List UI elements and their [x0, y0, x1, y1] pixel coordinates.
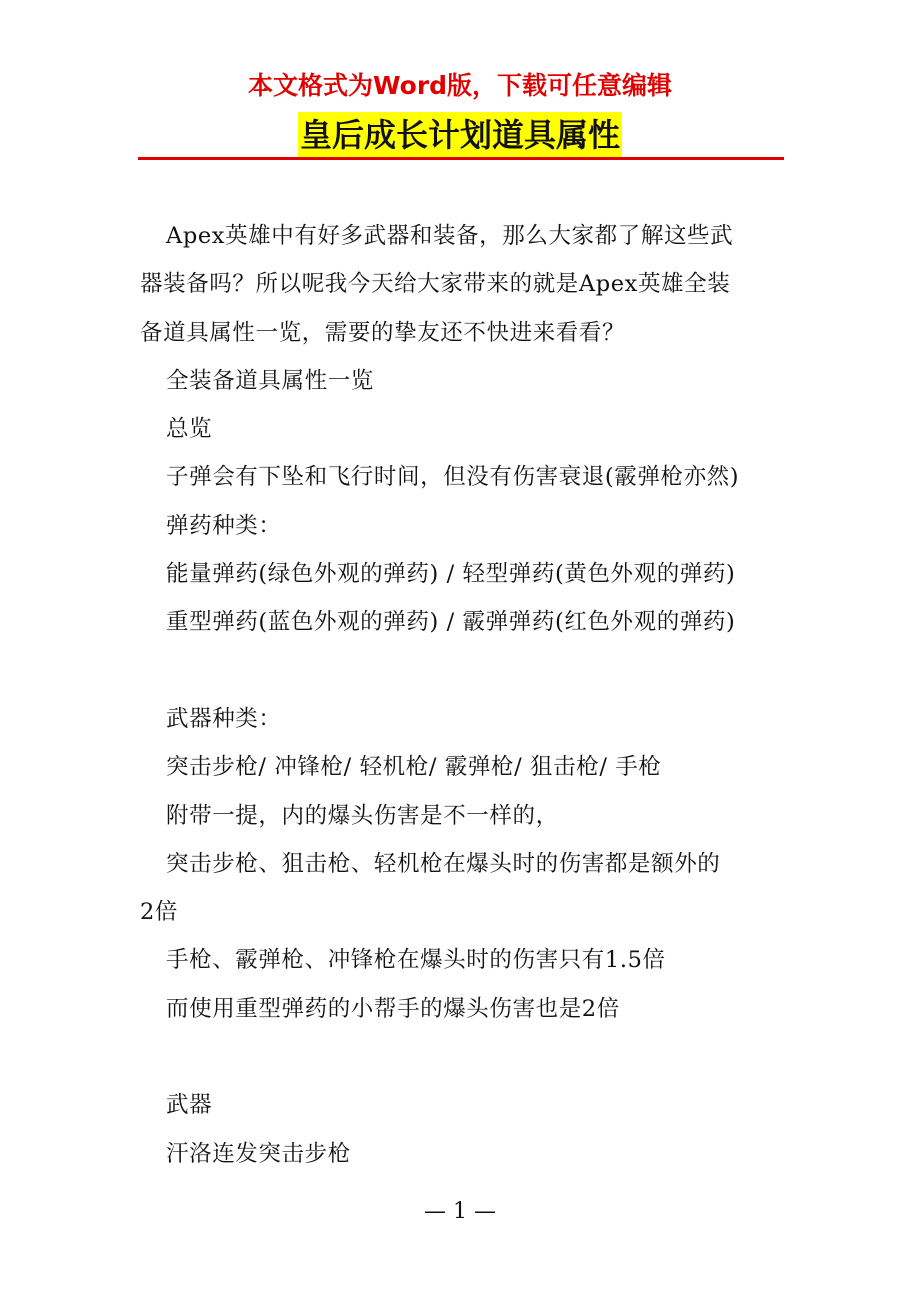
body-paragraph-line: 而使用重型弹药的小帮手的爆头伤害也是2倍	[166, 995, 620, 1022]
blank-line	[140, 1033, 776, 1081]
body-paragraph-line: 子弹会有下坠和飞行时间，但没有伤害衰退(霰弹枪亦然)	[166, 464, 740, 491]
title-container	[0, 112, 920, 158]
header-divider	[138, 157, 784, 160]
body-paragraph-line: 突击步枪/ 冲锋枪/ 轻机枪/ 霰弹枪/ 狙击枪/ 手枪	[166, 754, 662, 781]
body-paragraph-line: 器装备吗？所以呢我今天给大家带来的就是Apex英雄全装	[140, 271, 731, 298]
body-paragraph-line: 突击步枪、狙击枪、轻机枪在爆头时的伤害都是额外的	[166, 850, 721, 877]
body-paragraph-line: 能量弹药(绿色外观的弹药) / 轻型弹药(黄色外观的弹药)	[166, 561, 736, 588]
body-paragraph-line: 重型弹药(蓝色外观的弹药) / 霰弹弹药(红色外观的弹药)	[166, 609, 736, 636]
body-paragraph-line: 武器种类：	[166, 705, 282, 732]
document-title: 皇后成长计划道具属性	[298, 112, 622, 158]
body-paragraph-line: 手枪、霰弹枪、冲锋枪在爆头时的伤害只有1.5倍	[166, 947, 666, 974]
body-paragraph-line: 总览	[166, 416, 213, 443]
document-body	[140, 212, 776, 1178]
page-number: — 1 —	[424, 1199, 496, 1224]
body-paragraph-line: 附带一提，内的爆头伤害是不一样的，	[166, 802, 559, 829]
body-paragraph-line: 全装备道具属性一览	[166, 367, 374, 394]
body-paragraph-line: 武器	[166, 1092, 213, 1119]
body-paragraph-line: Apex英雄中有好多武器和装备，那么大家都了解这些武	[166, 223, 734, 249]
blank-line	[140, 647, 776, 695]
body-paragraph-line: 汗洛连发突击步枪	[166, 1140, 351, 1167]
body-paragraph-line: 备道具属性一览，需要的挚友还不快进来看看？	[140, 319, 626, 346]
body-paragraph-line: 弹药种类：	[166, 512, 282, 539]
format-notice: 本文格式为Word版，下载可任意编辑	[247, 71, 673, 100]
body-paragraph-line: 2倍	[140, 899, 179, 926]
